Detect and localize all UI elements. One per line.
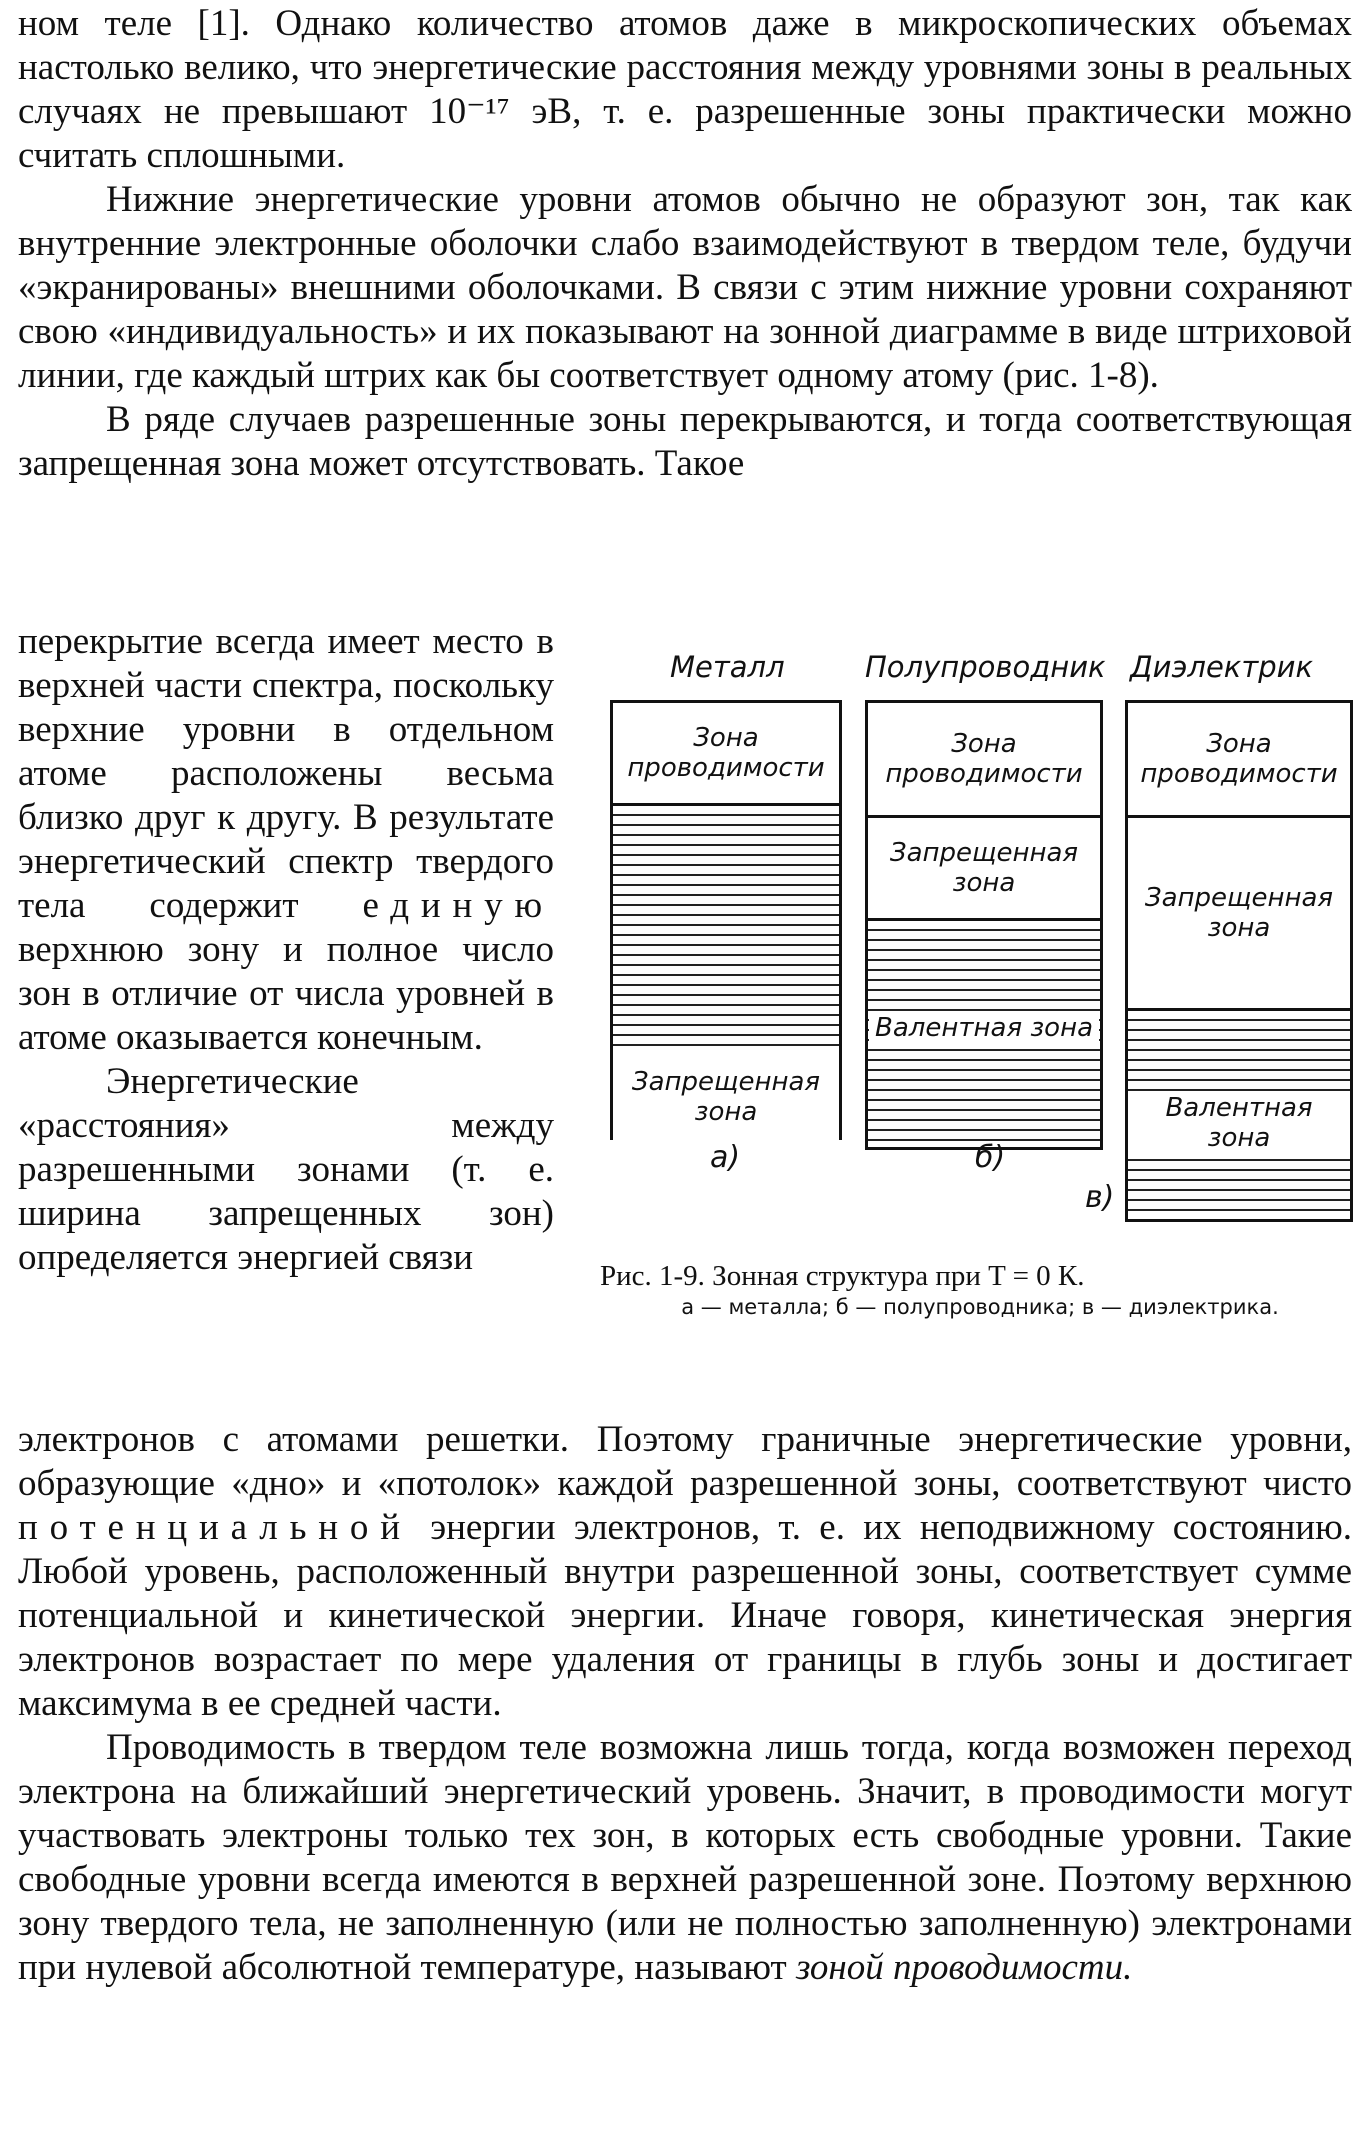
paragraph: Энергетические «расстояния» между разрешенными зонами (т. е. ширина запрещенных зон) определяется энергией связи [18, 1061, 554, 1278]
text-span: перекрытие всегда имеет место в верхней части спектра, поскольку верхние уровни в отдельном атоме расположены весьма близко друг к другу. В результате энергетический спектр твердого тела содержит [18, 621, 554, 926]
header-semiconductor: Полупроводник [865, 650, 1106, 684]
metal-column [610, 700, 842, 1140]
text-top [18, 2, 1352, 486]
semiconductor-column [865, 700, 1103, 1150]
caption-sub: а — металла; б — полупроводника; в — диэлектрика. [681, 1295, 1279, 1319]
semiconductor-valence-zone: Валентная зона [869, 1013, 1099, 1043]
dielectric-forbidden-zone: Запрещенная зона [1144, 883, 1334, 943]
dielectric-conduction-zone: Зона проводимости [1140, 729, 1338, 789]
dielectric-column [1125, 700, 1353, 1222]
text-span: верхнюю зону и полное число зон в отличие от числа уровней в атоме оказывается конечным. [18, 929, 554, 1058]
semiconductor-label: б) [975, 1140, 1006, 1175]
wrapped-text [18, 620, 554, 1280]
metal-label: а) [710, 1140, 741, 1175]
paragraph: Проводимость в твердом теле возможна лишь тогда, когда возможен переход электрона на ближайший энергетический уровень. Значит, в проводимости могут участвовать электроны только тех зон, в которых есть свободные уровни. Такие свободные уровни всегда имеются в верхней разрешенной зоне. Поэтому верхнюю зону твердого тела, не заполненную (или не полностью заполненную) электронами при нулевой абсолютной температуре, называют [18, 1727, 1352, 1988]
metal-overlap-hatch [613, 806, 839, 1051]
semiconductor-conduction-zone: Зона проводимости [885, 729, 1083, 789]
metal-conduction-zone: Зона проводимости [627, 723, 825, 783]
emphasis-spaced: единую [362, 885, 554, 926]
text-span: электронов с атомами решетки. Поэтому граничные энергетические уровни, образующие «дно» и «потолок» каждой разрешенной зоны, соответствуют чисто [18, 1419, 1352, 1504]
header-metal: Металл [670, 650, 785, 684]
term-conduction-zone: зоной проводимости. [795, 1947, 1133, 1988]
dielectric-valence-zone: Валентная зона [1128, 1093, 1350, 1153]
header-dielectric: Диэлектрик [1130, 650, 1313, 684]
figure-caption [600, 1258, 1360, 1320]
text-after [18, 1418, 1352, 1990]
metal-forbidden-zone: Запрещенная зона [613, 1051, 839, 1143]
semiconductor-forbidden-zone: Запрещенная зона [889, 838, 1079, 898]
text-span: энергии электронов, т. е. их неподвижному состоянию. Любой уровень, расположенный внутри разрешенной зоны, соответствует сумме потенциальной и кинетической энергии. Иначе говоря, кинетическая энергия электронов возрастает по мере удаления от границы в глубь зоны и достигает максимума в ее средней части. [18, 1507, 1352, 1724]
caption-main: Рис. 1-9. Зонная структура при T = 0 К. [600, 1260, 1085, 1292]
paragraph: Нижние энергетические уровни атомов обычно не образуют зон, так как внутренние электронные оболочки слабо взаимодействуют в твердом теле, будучи «экранированы» внешними оболочками. В связи с этим нижние уровни сохраняют свою «индивидуальность» и их показывают на зонной диаграмме в виде штриховой линии, где каждый штрих как бы соответствует одному атому (рис. 1-8). [18, 179, 1352, 396]
emphasis-spaced: потенциальной [18, 1507, 412, 1548]
paragraph: В ряде случаев разрешенные зоны перекрываются, и тогда соответствующая запрещенная зона может отсутствовать. Такое [18, 399, 1352, 484]
dielectric-label: в) [1085, 1180, 1115, 1215]
paragraph: ном теле [1]. Однако количество атомов даже в микроскопических объемах настолько велико, что энергетические расстояния между уровнями зоны в реальных случаях не превышают 10⁻¹⁷ эВ, т. е. разрешенные зоны практически можно считать сплошными. [18, 3, 1352, 176]
